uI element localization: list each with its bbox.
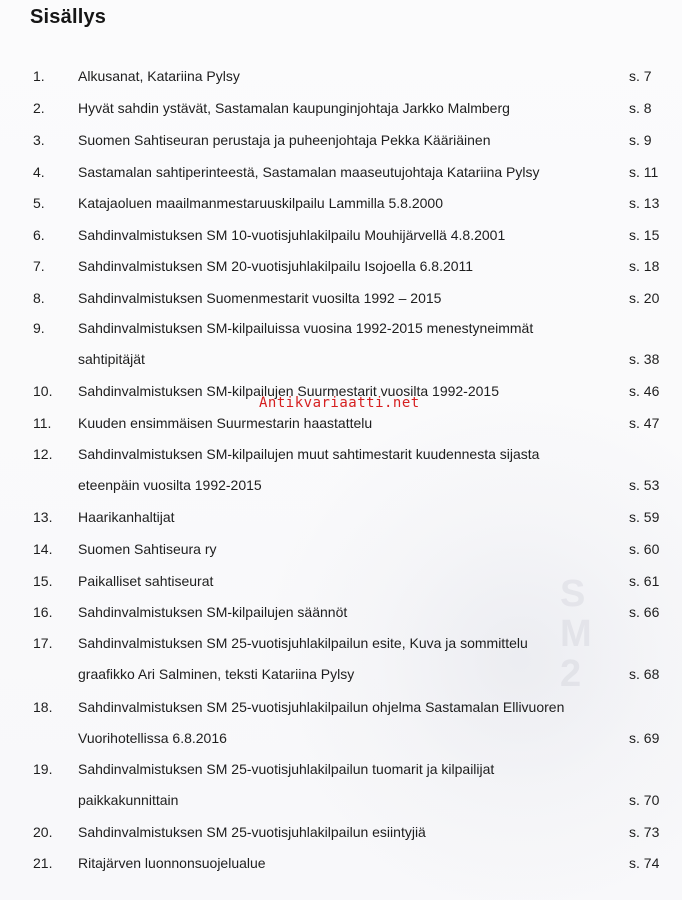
entry-title-line: Sastamalan sahtiperinteestä, Sastamalan maaseutujohtaja Katariina Pylsy	[78, 164, 540, 180]
entry-title-line: Sahdinvalmistuksen SM-kilpailujen muut sahtimestarit kuudennesta sijasta	[78, 446, 540, 462]
toc-entry	[0, 762, 682, 816]
entry-number: 7.	[33, 258, 45, 274]
entry-title-line: Sahdinvalmistuksen Suomenmestarit vuosilta 1992 – 2015	[78, 290, 442, 306]
entry-number: 4.	[33, 164, 45, 180]
entry-page: s. 68	[629, 666, 660, 682]
entry-number: 2.	[33, 100, 45, 116]
entry-title-line: Paikalliset sahtiseurat	[78, 573, 214, 589]
entry-title-line: Kuuden ensimmäisen Suurmestarin haastattelu	[78, 415, 373, 431]
entry-title-line: Sahdinvalmistuksen SM 25-vuotisjuhlakilpailun ohjelma Sastamalan Ellivuoren	[78, 699, 565, 715]
entry-title-line: Hyvät sahdin ystävät, Sastamalan kaupunginjohtaja Jarkko Malmberg	[78, 100, 510, 116]
entry-number: 19.	[33, 761, 53, 777]
entry-title-line: Vuorihotellissa 6.8.2016	[78, 730, 227, 746]
entry-page: s. 66	[629, 604, 660, 620]
entry-title-line: Haarikanhaltijat	[78, 509, 175, 525]
entry-number: 21.	[33, 855, 53, 871]
entry-title-line: Sahdinvalmistuksen SM 25-vuotisjuhlakilpailun esiintyjiä	[78, 824, 426, 840]
entry-page: s. 8	[629, 100, 652, 116]
entry-number: 5.	[33, 195, 45, 211]
entry-title-line: paikkakunnittain	[78, 792, 179, 808]
entry-number: 14.	[33, 541, 53, 557]
entry-page: s. 13	[629, 195, 660, 211]
watermark-text: Antikvariaatti.net	[259, 395, 420, 411]
entry-number: 18.	[33, 699, 53, 715]
entry-title-line: Sahdinvalmistuksen SM 25-vuotisjuhlakilpailun tuomarit ja kilpailijat	[78, 761, 495, 777]
entry-title-line: Sahdinvalmistuksen SM-kilpailujen Suurmestarit vuosilta 1992-2015	[78, 383, 499, 399]
entry-page: s. 7	[629, 68, 652, 84]
toc-entry	[0, 856, 682, 896]
entry-title-line: Suomen Sahtiseuran perustaja ja puheenjohtaja Pekka Kääriäinen	[78, 132, 491, 148]
entry-page: s. 38	[629, 351, 660, 367]
entry-number: 9.	[33, 320, 45, 336]
entry-page: s. 46	[629, 383, 660, 399]
entry-page: s. 20	[629, 290, 660, 306]
entry-page: s. 70	[629, 792, 660, 808]
page-title: Sisällys	[30, 6, 107, 28]
entry-title-line: Sahdinvalmistuksen SM 25-vuotisjuhlakilpailun esite, Kuva ja sommittelu	[78, 635, 528, 651]
entry-title-line: Suomen Sahtiseura ry	[78, 541, 217, 557]
entry-title-line: graafikko Ari Salminen, teksti Katariina Pylsy	[78, 666, 355, 682]
toc-entry	[0, 700, 682, 754]
entry-page: s. 18	[629, 258, 660, 274]
entry-title-line: Sahdinvalmistuksen SM-kilpailujen säännöt	[78, 604, 348, 620]
entry-title-line: Sahdinvalmistuksen SM 20-vuotisjuhlakilpailu Isojoella 6.8.2011	[78, 258, 474, 274]
entry-title-line: Sahdinvalmistuksen SM 10-vuotisjuhlakilpailu Mouhijärvellä 4.8.2001	[78, 227, 506, 243]
entry-number: 10.	[33, 383, 53, 399]
entry-page: s. 60	[629, 541, 660, 557]
entry-page: s. 11	[629, 164, 659, 180]
entry-number: 1.	[33, 68, 45, 84]
entry-number: 8.	[33, 290, 45, 306]
entry-page: s. 47	[629, 415, 660, 431]
entry-number: 20.	[33, 824, 53, 840]
entry-title-line: Ritajärven luonnonsuojelualue	[78, 855, 266, 871]
entry-title-line: Alkusanat, Katariina Pylsy	[78, 68, 240, 84]
entry-page: s. 74	[629, 855, 660, 871]
entry-title-line: Sahdinvalmistuksen SM-kilpailuissa vuosina 1992-2015 menestyneimmät	[78, 320, 534, 336]
entry-page: s. 61	[629, 573, 660, 589]
entry-number: 3.	[33, 132, 45, 148]
toc-entry	[0, 321, 682, 375]
entry-title-line: sahtipitäjät	[78, 351, 145, 367]
entry-page: s. 59	[629, 509, 660, 525]
entry-title-line: Katajaoluen maailmanmestaruuskilpailu Lammilla 5.8.2000	[78, 195, 443, 211]
entry-title-line: eteenpäin vuosilta 1992-2015	[78, 477, 262, 493]
entry-page: s. 9	[629, 132, 652, 148]
entry-page: s. 15	[629, 227, 660, 243]
entry-number: 11.	[33, 415, 52, 431]
entry-page: s. 73	[629, 824, 660, 840]
entry-number: 15.	[33, 573, 53, 589]
entry-number: 17.	[33, 635, 53, 651]
entry-page: s. 69	[629, 730, 660, 746]
entry-number: 16.	[33, 604, 53, 620]
entry-number: 13.	[33, 509, 53, 525]
entry-number: 6.	[33, 227, 45, 243]
bleed-through-text: S M 2	[560, 573, 592, 695]
toc-entry	[0, 447, 682, 501]
entry-page: s. 53	[629, 477, 660, 493]
toc-entry	[0, 636, 682, 690]
entry-number: 12.	[33, 446, 53, 462]
